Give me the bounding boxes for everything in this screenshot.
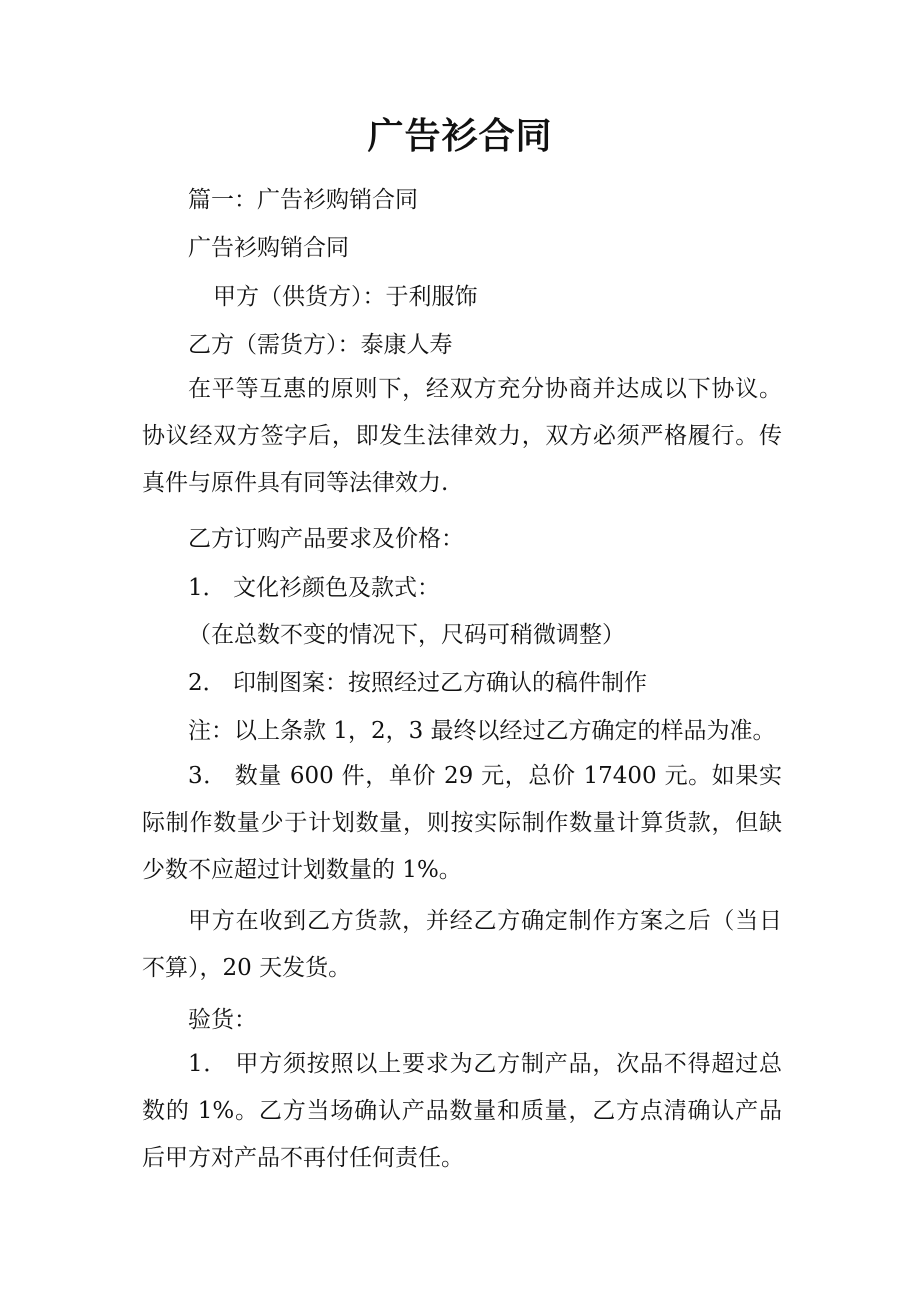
inspection-heading: 验货：: [188, 1007, 257, 1033]
size-note: （在总数不变的情况下，尺码可稍微调整）: [188, 622, 625, 648]
intro-paragraph: 在平等互惠的原则下，经双方充分协商并达成以下协议。协议经双方签字后，即发生法律效力，双方必须严格履行。传真件与原件具有同等法律效力.: [142, 376, 782, 496]
party-a-line: 甲方（供货方）：于利服饰: [213, 284, 478, 310]
section-heading: 篇一：广告衫购销合同: [188, 187, 418, 213]
contract-subtitle: 广告衫购销合同: [188, 235, 349, 261]
document-title: 广告衫合同: [367, 115, 553, 157]
item-2-print: 2． 印制图案：按照经过乙方确认的稿件制作: [188, 670, 647, 696]
item-3-quantity: 3． 数量 600 件，单价 29 元，总价 17400 元。如果实际制作数量少于计划数量，则按实际制作数量计算货款，但缺少数不应超过计划数量的 1%。: [142, 763, 782, 883]
delivery-paragraph: 甲方在收到乙方货款，并经乙方确定制作方案之后（当日不算），20 天发货。: [142, 908, 782, 981]
clause-note: 注：以上条款 1，2，3 最终以经过乙方确定的样品为准。: [188, 718, 776, 744]
inspection-item-1: 1． 甲方须按照以上要求为乙方制产品，次品不得超过总数的 1%。乙方当场确认产品数量和质量，乙方点清确认产品后甲方对产品不再付任何责任。: [142, 1051, 782, 1171]
order-requirements-heading: 乙方订购产品要求及价格：: [188, 526, 464, 552]
item-1-style: 1． 文化衫颜色及款式：: [188, 575, 440, 601]
party-b-line: 乙方（需货方）：泰康人寿: [188, 332, 453, 358]
